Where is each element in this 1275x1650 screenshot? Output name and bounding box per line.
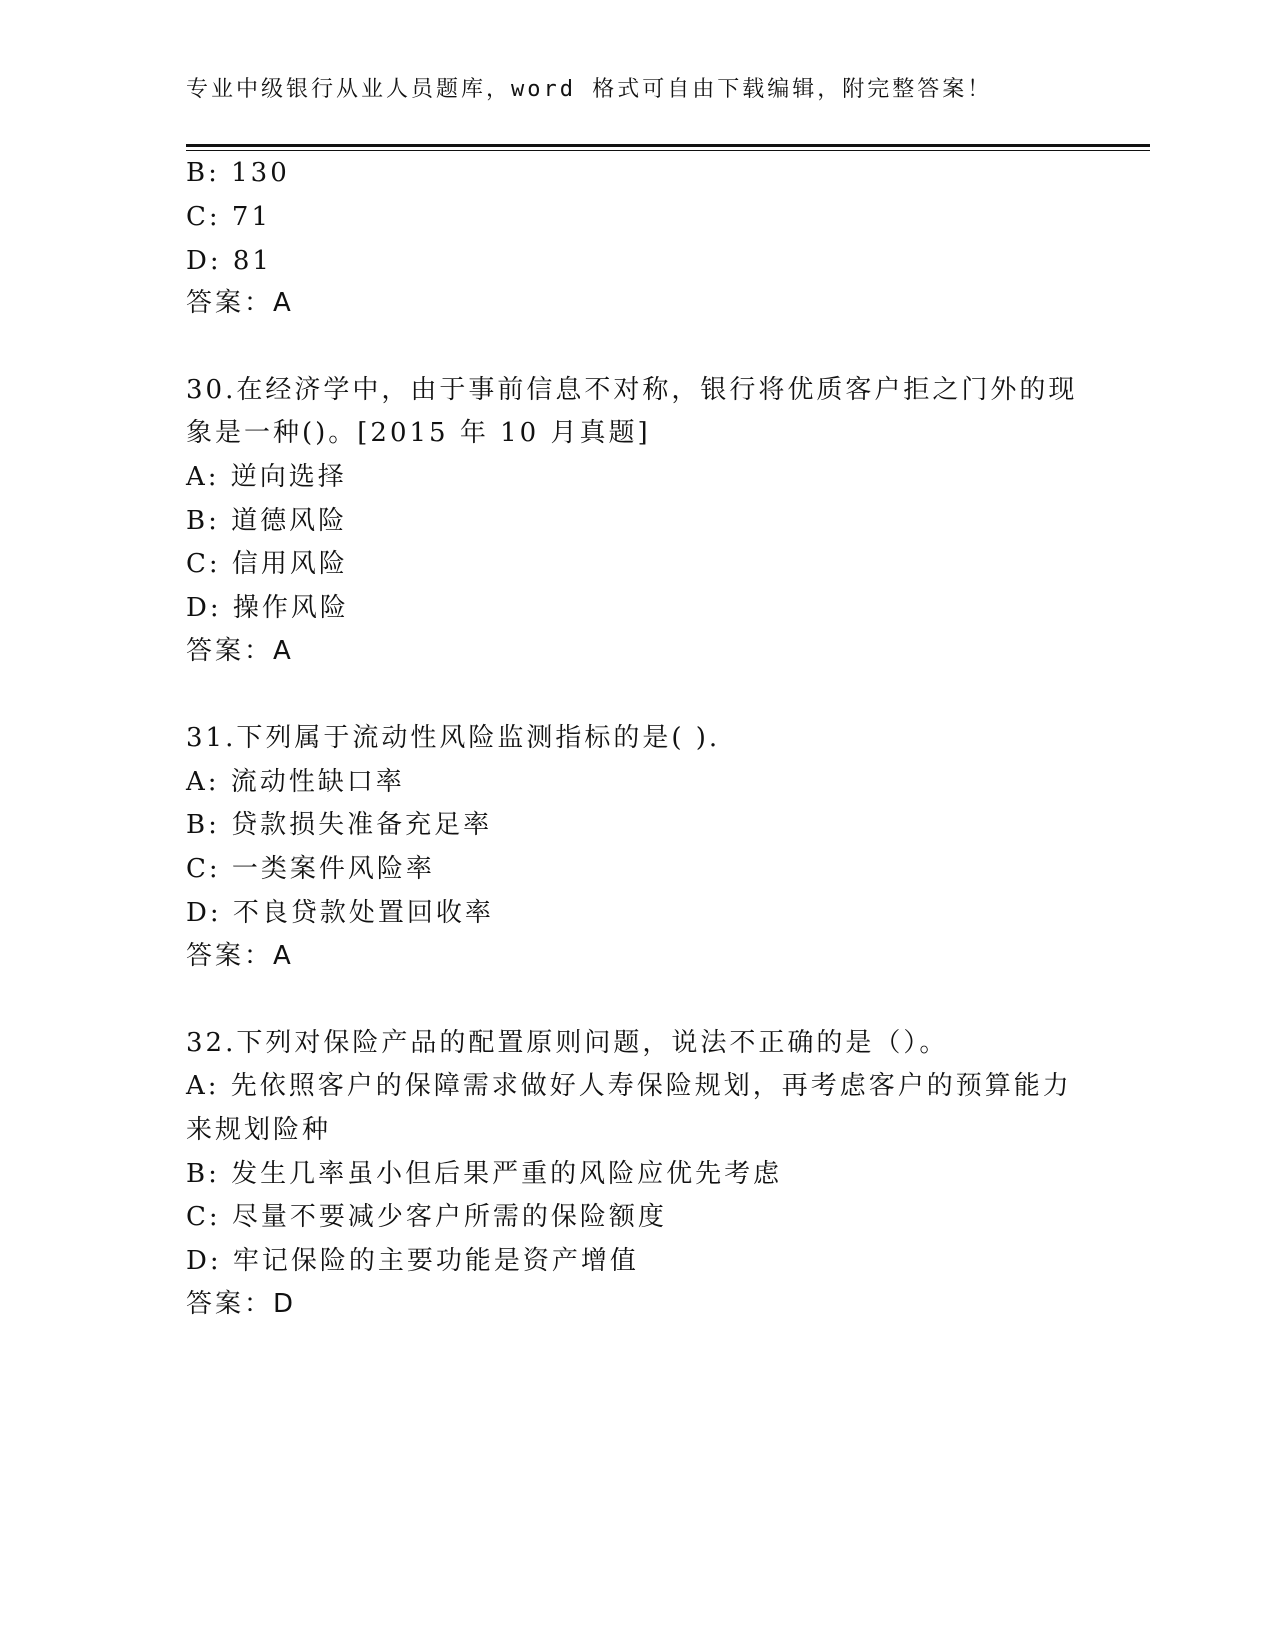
answer-line: 答案：A xyxy=(186,288,294,318)
header-rule-thin xyxy=(186,150,1150,151)
header-rule-thick xyxy=(186,144,1150,147)
question-30-line-2: 象是一种()。[2015 年 10 月真题] xyxy=(186,418,651,448)
option-c: C: 一类案件风险率 xyxy=(186,854,435,884)
question-32-line-1: 32.下列对保险产品的配置原则问题，说法不正确的是（）。 xyxy=(186,1028,949,1058)
option-a: A: 流动性缺口率 xyxy=(186,767,405,797)
page-header: 专业中级银行从业人员题库，word 格式可自由下载编辑，附完整答案！ xyxy=(186,77,993,102)
option-a-continued: 来规划险种 xyxy=(186,1115,332,1145)
option-d: D: 不良贷款处置回收率 xyxy=(186,898,494,928)
option-c: C: 信用风险 xyxy=(186,549,348,579)
option-d: D: 81 xyxy=(186,246,272,276)
option-d: D: 操作风险 xyxy=(186,593,349,623)
answer-line: 答案：A xyxy=(186,636,294,666)
option-a: A: 先依照客户的保障需求做好人寿保险规划，再考虑客户的预算能力 xyxy=(186,1071,1072,1101)
question-31-line-1: 31.下列属于流动性风险监测指标的是( ). xyxy=(186,723,721,753)
answer-line: 答案：D xyxy=(186,1289,297,1319)
option-c: C: 71 xyxy=(186,202,272,232)
option-b: B: 发生几率虽小但后果严重的风险应优先考虑 xyxy=(186,1159,783,1189)
option-a: A: 逆向选择 xyxy=(186,462,347,492)
question-30-line-1: 30.在经济学中，由于事前信息不对称，银行将优质客户拒之门外的现 xyxy=(186,375,1078,405)
option-d: D: 牢记保险的主要功能是资产增值 xyxy=(186,1246,639,1276)
option-b: B: 道德风险 xyxy=(186,506,348,536)
option-b: B: 贷款损失准备充足率 xyxy=(186,810,493,840)
option-b: B: 130 xyxy=(186,158,290,188)
answer-line: 答案：A xyxy=(186,941,294,971)
option-c: C: 尽量不要减少客户所需的保险额度 xyxy=(186,1202,667,1232)
